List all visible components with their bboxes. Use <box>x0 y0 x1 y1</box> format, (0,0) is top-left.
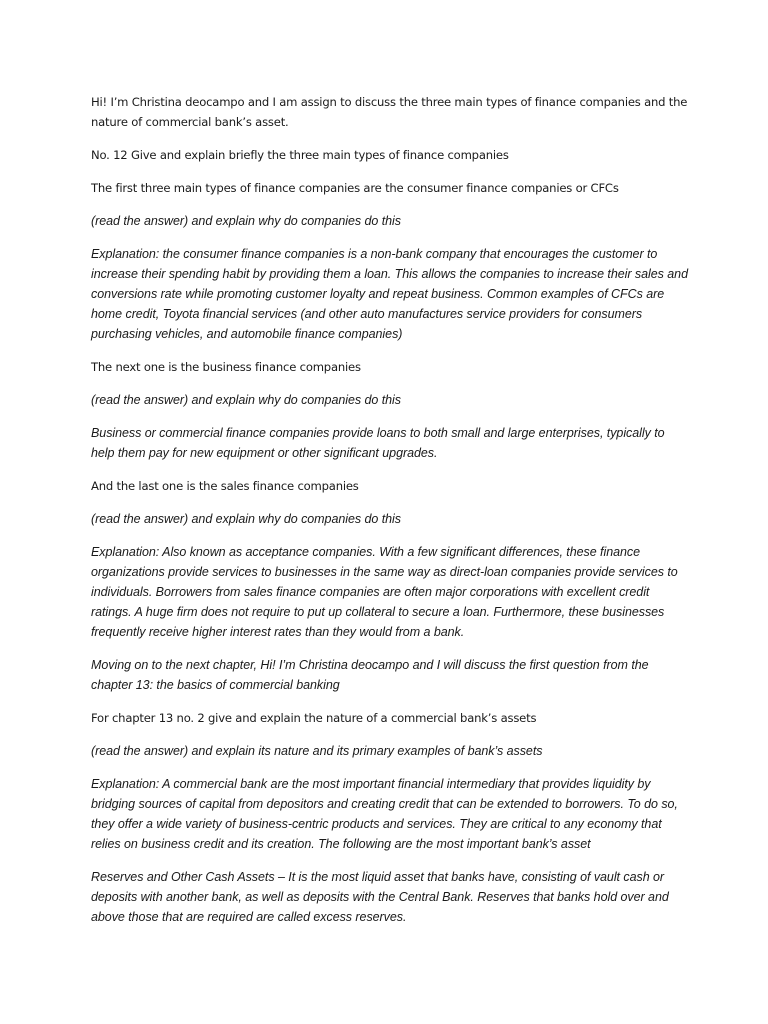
consumer-finance-explanation: Explanation: the consumer finance companies is a non-bank company that encourages the customer to increase their spending habit by providing them a loan. This allows the companies to increase their sales and conversions rate while promoting customer loyalty and repeat business. Common examples of CFCs are home credit, Toyota financial services (and other auto manufactures service providers for consumers purchasing vehicles, and automobile finance companies) <box>91 247 688 341</box>
intro-paragraph: Hi! I’m Christina deocampo and I am assign to discuss the three main types of finance companies and the nature of commercial bank’s asset. <box>91 95 688 129</box>
business-finance-explanation: Business or commercial finance companies provide loans to both small and large enterprises, typically to help them pay for new equipment or other significant upgrades. <box>91 426 665 460</box>
chapter-13-question-heading: For chapter 13 no. 2 give and explain the nature of a commercial bank’s assets <box>91 711 537 725</box>
sales-finance-explanation: Explanation: Also known as acceptance companies. With a few significant differences, these finance organizations provide services to businesses in the same way as direct-loan companies provide services to individuals. Borrowers from sales finance companies are often major corporations with excellent credit ratings. A huge firm does not require to put up collateral to secure a loan. Furthermore, these businesses frequently receive higher interest rates than they would from a bank. <box>91 545 678 639</box>
read-answer-note: (read the answer) and explain why do companies do this <box>91 512 401 526</box>
commercial-bank-explanation: Explanation: A commercial bank are the most important financial intermediary that provides liquidity by bridging sources of capital from depositors and creating credit that can be extended to borrowers. To do so, they offer a wide variety of business-centric products and services. They are critical to any economy that relies on business credit and its creation. The following are the most important bank’s asset <box>91 777 678 851</box>
business-finance-heading: The next one is the business finance companies <box>91 360 361 374</box>
chapter-13-intro: Moving on to the next chapter, Hi! I’m Christina deocampo and I will discuss the first question from the chapter 13: the basics of commercial banking <box>91 658 649 692</box>
consumer-finance-heading: The first three main types of finance companies are the consumer finance companies or CFCs <box>91 181 619 195</box>
sales-finance-heading: And the last one is the sales finance companies <box>91 479 359 493</box>
reserves-paragraph: Reserves and Other Cash Assets – It is the most liquid asset that banks have, consisting of vault cash or deposits with another bank, as well as deposits with the Central Bank. Reserves that banks hold over and above those that are required are called excess reserves. <box>91 870 669 924</box>
read-answer-note: (read the answer) and explain why do companies do this <box>91 214 401 228</box>
read-answer-note: (read the answer) and explain why do companies do this <box>91 393 401 407</box>
document-page <box>91 92 691 940</box>
question-12-heading: No. 12 Give and explain briefly the three main types of finance companies <box>91 148 509 162</box>
read-answer-note: (read the answer) and explain its nature and its primary examples of bank’s assets <box>91 744 543 758</box>
